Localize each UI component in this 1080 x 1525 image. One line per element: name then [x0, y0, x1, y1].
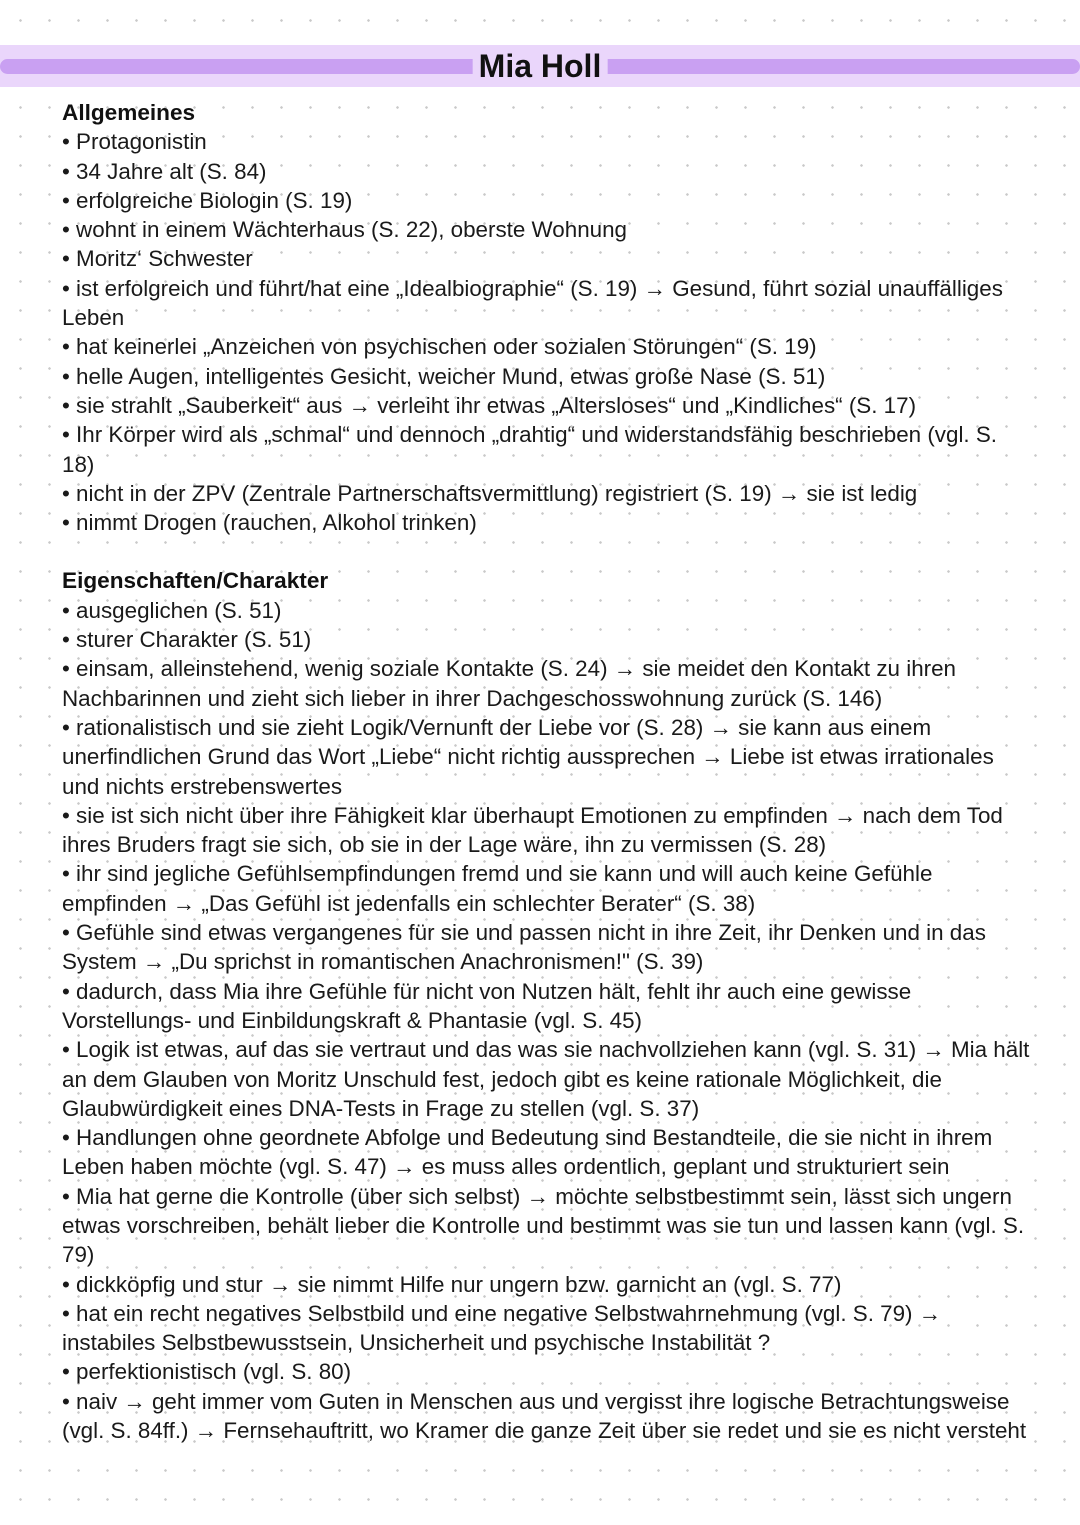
section-allgemeines	[62, 98, 1032, 537]
section-heading: Allgemeines	[62, 100, 196, 125]
list-item: • dickköpfig und stur → sie nimmt Hilfe nur ungern bzw. garnicht an (vgl. S. 77)	[62, 1271, 842, 1297]
list-item: • ausgeglichen (S. 51)	[62, 597, 282, 623]
section-eigenschaften	[62, 566, 1032, 1445]
list-item: • sie strahlt „Sauberkeit“ aus → verleiht ihr etwas „Altersloses“ und „Kindliches“ (S. 17)	[62, 392, 917, 418]
section-spacer	[62, 537, 1032, 566]
page-title: Mia Holl	[473, 45, 608, 87]
list-item: • ist erfolgreich und führt/hat eine „Idealbiographie“ (S. 19) → Gesund, führt sozial unauffälliges Leben	[62, 275, 1003, 331]
list-item: • rationalistisch und sie zieht Logik/Vernunft der Liebe vor (S. 28) → sie kann aus einem unerfindlichen Grund das Wort „Liebe“ nicht richtig aussprechen → Liebe ist etwas irrationales und nichts erstrebenswertes	[62, 714, 994, 799]
list-item: • sturer Charakter (S. 51)	[62, 627, 312, 653]
list-item: • sie ist sich nicht über ihre Fähigkeit klar überhaupt Emotionen zu empfinden → nach dem Tod ihres Bruders fragt sie sich, ob sie in der Lage wäre, ihn zu vermissen (S. 28)	[62, 802, 1003, 858]
list-item: • Protagonistin	[62, 129, 207, 155]
list-item: • 34 Jahre alt (S. 84)	[62, 158, 267, 184]
notes-content	[62, 98, 1032, 1445]
list-item: • erfolgreiche Biologin (S. 19)	[62, 187, 353, 213]
list-item: • Moritz‘ Schwester	[62, 246, 253, 272]
list-item: • nicht in der ZPV (Zentrale Partnerschaftsvermittlung) registriert (S. 19) → sie ist ledig	[62, 480, 918, 506]
list-item: • Mia hat gerne die Kontrolle (über sich selbst) → möchte selbstbestimmt sein, lässt sich ungern etwas vorschreiben, behält lieber die Kontrolle und bestimmt was sie tun und lassen kann (vgl. S. 79)	[62, 1183, 1025, 1268]
list-item: • wohnt in einem Wächterhaus (S. 22), oberste Wohnung	[62, 217, 628, 243]
list-item: • dadurch, dass Mia ihre Gefühle für nicht von Nutzen hält, fehlt ihr auch eine gewisse Vorstellungs- und Einbildungskraft & Phantasie (vgl. S. 45)	[62, 978, 912, 1033]
list-item: • Ihr Körper wird als „schmal“ und dennoch „drahtig“ und widerstandsfähig beschrieben (vgl. S. 18)	[62, 422, 998, 477]
list-item: • helle Augen, intelligentes Gesicht, weicher Mund, etwas große Nase (S. 51)	[62, 363, 826, 389]
list-item: • hat keinerlei „Anzeichen von psychischen oder sozialen Störungen“ (S. 19)	[62, 334, 817, 360]
title-banner	[0, 45, 1080, 87]
list-item: • Gefühle sind etwas vergangenes für sie und passen nicht in ihre Zeit, ihr Denken und in das System → „Du sprichst in romantischen Anachronismen!" (S. 39)	[62, 920, 986, 975]
list-item: • einsam, alleinstehend, wenig soziale Kontakte (S. 24) → sie meidet den Kontakt zu ihren Nachbarinnen und zieht sich lieber in ihrer Dachgeschosswohnung zurück (S. 146)	[62, 656, 957, 711]
section-heading: Eigenschaften/Charakter	[62, 568, 329, 594]
list-item: • ihr sind jegliche Gefühlsempfindungen fremd und sie kann und will auch keine Gefühle empfinden → „Das Gefühl ist jedenfalls ein schlechter Berater“ (S. 38)	[62, 861, 933, 916]
list-item: • Logik ist etwas, auf das sie vertraut und das was sie nachvollziehen kann (vgl. S. 31) → Mia hält an dem Glauben von Moritz Unschuld fest, jedoch gibt es keine rationale Möglichkeit, die Glaubwürdigkeit eines DNA-Tests in Frage zu stellen (vgl. S. 37)	[62, 1037, 1030, 1121]
list-item: • perfektionistisch (vgl. S. 80)	[62, 1359, 352, 1385]
list-item: • Handlungen ohne geordnete Abfolge und Bedeutung sind Bestandteile, die sie nicht in ihrem Leben haben möchte (vgl. S. 47) → es muss alles ordentlich, geplant und strukturiert sein	[62, 1125, 993, 1180]
list-item: • nimmt Drogen (rauchen, Alkohol trinken)	[62, 510, 477, 536]
list-item: • naiv → geht immer vom Guten in Menschen aus und vergisst ihre logische Betrachtungsweise (vgl. S. 84ff.) → Fernsehauftritt, wo Kramer die ganze Zeit über sie redet und sie es nicht versteht	[62, 1388, 1027, 1444]
list-item: • hat ein recht negatives Selbstbild und eine negative Selbstwahrnehmung (vgl. S. 79) → instabiles Selbstbewusstsein, Unsicherheit und psychische Instabilität ?	[62, 1300, 942, 1356]
